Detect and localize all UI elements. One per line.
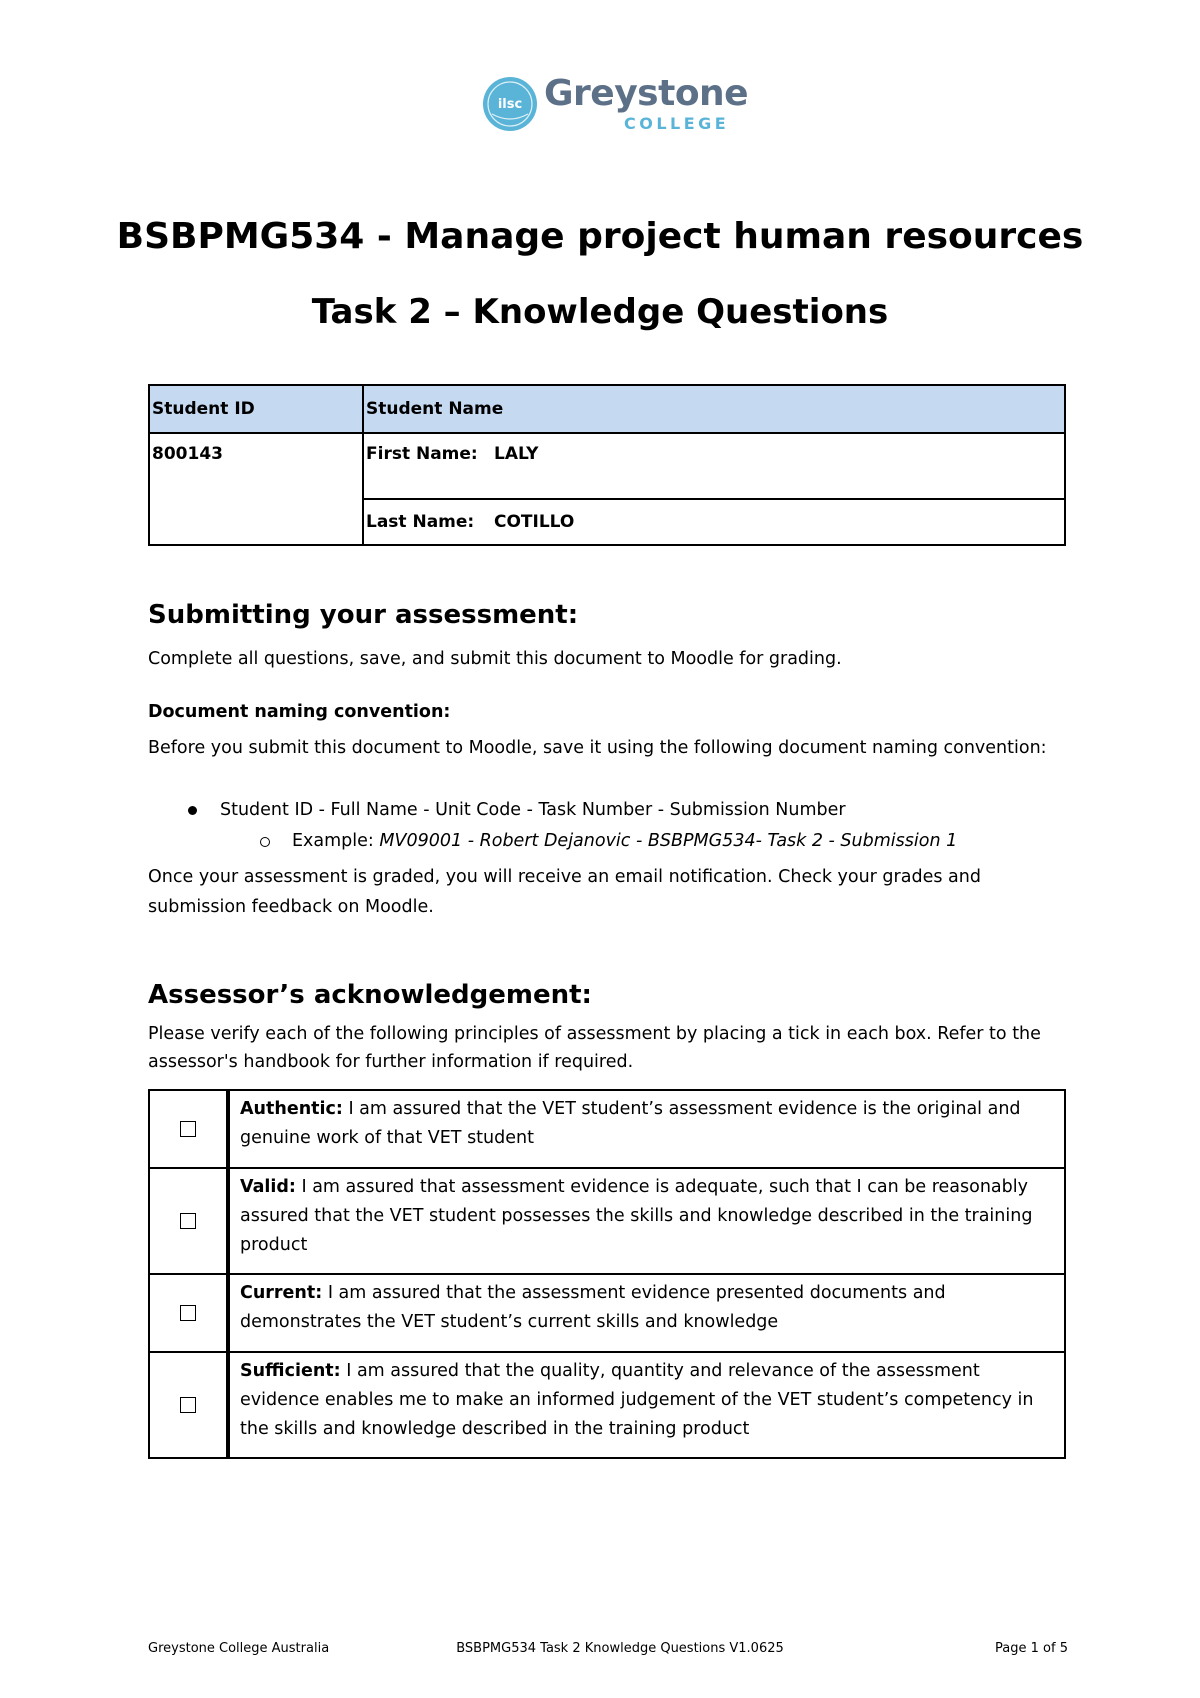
first-name-value: LALY [494, 444, 539, 464]
logo-subtitle: COLLEGE [624, 114, 730, 133]
first-name-cell [363, 433, 1065, 499]
valid-checkbox[interactable] [180, 1213, 196, 1229]
last-name-value: COTILLO [494, 512, 575, 532]
naming-convention-text: Before you submit this document to Moodle, save it using the following document naming convention: [148, 738, 1047, 758]
student-name-header: Student Name [363, 385, 1065, 433]
logo-seal-text: ilsc [497, 97, 523, 112]
principle-row-authentic [149, 1090, 1065, 1168]
bullet-circle-icon [260, 837, 270, 847]
acknowledgement-table [148, 1089, 1066, 1459]
document-title: BSBPMG534 - Manage project human resources [116, 216, 1084, 257]
principle-text: I am assured that the VET student’s assessment evidence is the original and genuine work of that VET student [240, 1099, 1021, 1148]
assessor-heading: Assessor’s acknowledgement: [148, 980, 592, 1010]
graded-note: Once your assessment is graded, you will receive an email notification. Check your grades and submission feedback on Moodle. [148, 867, 981, 917]
college-logo [482, 72, 749, 138]
sufficient-checkbox[interactable] [180, 1397, 196, 1413]
principle-label: Sufficient: [240, 1361, 341, 1381]
last-name-label: Last Name: [366, 512, 475, 532]
bullet-dot-icon [188, 806, 197, 815]
principle-row-valid [149, 1168, 1065, 1274]
student-id-value: 800143 [149, 433, 363, 545]
first-name-label: First Name: [366, 444, 478, 464]
principle-text: I am assured that the assessment evidence presented documents and demonstrates the VET student’s current skills and knowledge [240, 1283, 946, 1332]
student-details-table [148, 384, 1066, 546]
example-label: Example: [292, 831, 374, 851]
submitting-heading: Submitting your assessment: [148, 600, 579, 630]
logo-wordmark: Greystone [544, 73, 749, 114]
last-name-cell [363, 499, 1065, 545]
principle-label: Authentic: [240, 1099, 343, 1119]
authentic-checkbox[interactable] [180, 1121, 196, 1137]
principle-row-current [149, 1274, 1065, 1352]
example-value: MV09001 - Robert Dejanovic - BSBPMG534- Task 2 - Submission 1 [379, 831, 958, 851]
footer-page-number: Page 1 of 5 [995, 1641, 1068, 1656]
principle-label: Valid: [240, 1177, 296, 1197]
assessor-intro: Please verify each of the following principles of assessment by placing a tick in each box. Refer to the assessor's handbook for further information if required. [148, 1024, 1041, 1072]
document-subtitle: Task 2 – Knowledge Questions [311, 292, 889, 332]
current-checkbox[interactable] [180, 1305, 196, 1321]
principle-label: Current: [240, 1283, 323, 1303]
footer-left: Greystone College Australia [148, 1641, 330, 1656]
naming-bullet-text: Student ID - Full Name - Unit Code - Task Number - Submission Number [220, 800, 846, 820]
submitting-intro: Complete all questions, save, and submit this document to Moodle for grading. [148, 649, 842, 669]
naming-convention-heading: Document naming convention: [148, 702, 451, 722]
principle-row-sufficient [149, 1352, 1065, 1458]
logo-seal-icon [482, 76, 538, 132]
principle-text: I am assured that the quality, quantity and relevance of the assessment evidence enables me to make an informed judgement of the VET student’s competency in the skills and knowledge described in the training product [240, 1361, 1034, 1439]
principle-text: I am assured that assessment evidence is adequate, such that I can be reasonably assured that the VET student possesses the skills and knowledge described in the training product [240, 1177, 1033, 1255]
footer-center: BSBPMG534 Task 2 Knowledge Questions V1.0625 [456, 1641, 784, 1656]
student-id-header: Student ID [149, 385, 363, 433]
